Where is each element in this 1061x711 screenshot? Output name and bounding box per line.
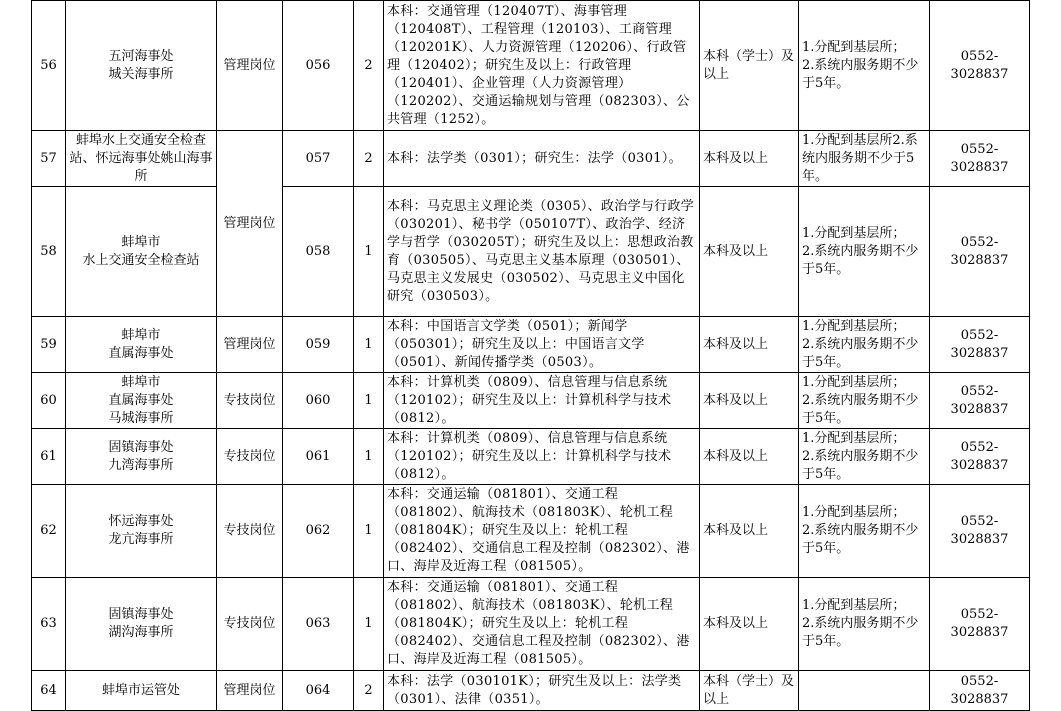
unit-cell: 五河海事处 城关海事所	[66, 1, 217, 131]
major-cell: 本科：交通管理（120407T）、海事管理（120408T）、工程管理（120103）、工商管理（120201K）、人力资源管理（120206）、行政管理（120402）；研究生及以上：行政管理（120401）、企业管理（人力资源管理）（120202）、交通运输规划与管理（082303）、公共管理（1252）。	[384, 1, 700, 131]
code-cell: 060	[283, 373, 354, 429]
count-cell: 1	[354, 485, 384, 578]
unit-cell: 蚌埠市运管处	[66, 671, 217, 711]
count-cell: 2	[354, 671, 384, 711]
code-cell: 064	[283, 671, 354, 711]
unit-cell: 蚌埠市 直属海事处	[66, 317, 217, 373]
table-row	[32, 373, 1030, 429]
seq-cell: 64	[32, 671, 66, 711]
post-cell: 专技岗位	[217, 485, 283, 578]
education-cell: 本科及以上	[700, 317, 799, 373]
count-cell: 1	[354, 429, 384, 485]
major-cell: 本科：交通运输（081801）、交通工程（081802）、航海技术（081803K）、轮机工程（081804K）；研究生及以上：轮机工程（082402）、交通信息工程及控制（082302）、港口、海岸及近海工程（081505）。	[384, 485, 700, 578]
phone-cell: 0552-3028837	[930, 671, 1030, 711]
unit-cell: 蚌埠市 水上交通安全检查站	[66, 187, 217, 317]
post-cell: 专技岗位	[217, 429, 283, 485]
education-cell: 本科及以上	[700, 187, 799, 317]
code-cell: 059	[283, 317, 354, 373]
table-row	[32, 1, 1030, 131]
count-cell: 2	[354, 1, 384, 131]
other-cell: 1.分配到基层所； 2.系统内服务期不少于5年。	[799, 485, 930, 578]
phone-cell: 0552-3028837	[930, 317, 1030, 373]
seq-cell: 58	[32, 187, 66, 317]
code-cell: 057	[283, 131, 354, 187]
post-cell: 管理岗位	[217, 131, 283, 317]
table-row	[32, 671, 1030, 711]
seq-cell: 59	[32, 317, 66, 373]
table-row	[32, 485, 1030, 578]
unit-cell: 怀远海事处 龙亢海事所	[66, 485, 217, 578]
other-cell: 1.分配到基层所； 2.系统内服务期不少于5年。	[799, 578, 930, 671]
major-cell: 本科：计算机类（0809）、信息管理与信息系统（120102）；研究生及以上：计算机科学与技术（0812）。	[384, 429, 700, 485]
unit-cell: 固镇海事处 湖沟海事所	[66, 578, 217, 671]
phone-cell: 0552-3028837	[930, 1, 1030, 131]
unit-cell: 蚌埠水上交通安全检查站、怀远海事处姚山海事所	[66, 131, 217, 187]
code-cell: 056	[283, 1, 354, 131]
other-cell: 1.分配到基层所； 2.系统内服务期不少于5年。	[799, 317, 930, 373]
other-cell: 1.分配到基层所； 2.系统内服务期不少于5年。	[799, 373, 930, 429]
other-cell	[799, 671, 930, 711]
seq-cell: 56	[32, 1, 66, 131]
seq-cell: 60	[32, 373, 66, 429]
post-cell: 管理岗位	[217, 671, 283, 711]
seq-cell: 61	[32, 429, 66, 485]
post-cell: 专技岗位	[217, 578, 283, 671]
education-cell: 本科及以上	[700, 578, 799, 671]
seq-cell: 62	[32, 485, 66, 578]
education-cell: 本科（学士）及以上	[700, 1, 799, 131]
education-cell: 本科及以上	[700, 131, 799, 187]
post-cell: 管理岗位	[217, 1, 283, 131]
table-row	[32, 317, 1030, 373]
other-cell: 1.分配到基层所2.系统内服务期不少于5年。	[799, 131, 930, 187]
table-row	[32, 187, 1030, 317]
major-cell: 本科：法学（030101K）；研究生及以上：法学类（0301）、法律（0351）。	[384, 671, 700, 711]
recruitment-table	[31, 0, 1030, 711]
count-cell: 1	[354, 578, 384, 671]
seq-cell: 57	[32, 131, 66, 187]
major-cell: 本科：马克思主义理论类（0305）、政治学与行政学（030201）、秘书学（050107T）、政治学、经济学与哲学（030205T）；研究生及以上：思想政治教育（030505）、马克思主义基本原理（030501）、马克思主义发展史（030502）、马克思主义中国化研究（030503）。	[384, 187, 700, 317]
phone-cell: 0552-3028837	[930, 187, 1030, 317]
table-row	[32, 131, 1030, 187]
post-cell: 专技岗位	[217, 373, 283, 429]
other-cell: 1.分配到基层所； 2.系统内服务期不少于5年。	[799, 187, 930, 317]
major-cell: 本科：计算机类（0809）、信息管理与信息系统（120102）；研究生及以上：计算机科学与技术（0812）。	[384, 373, 700, 429]
post-cell: 管理岗位	[217, 317, 283, 373]
phone-cell: 0552-3028837	[930, 429, 1030, 485]
code-cell: 063	[283, 578, 354, 671]
education-cell: 本科及以上	[700, 429, 799, 485]
count-cell: 1	[354, 187, 384, 317]
seq-cell: 63	[32, 578, 66, 671]
count-cell: 1	[354, 373, 384, 429]
code-cell: 062	[283, 485, 354, 578]
phone-cell: 0552-3028837	[930, 131, 1030, 187]
other-cell: 1.分配到基层所； 2.系统内服务期不少于5年。	[799, 429, 930, 485]
table-row	[32, 429, 1030, 485]
phone-cell: 0552-3028837	[930, 578, 1030, 671]
unit-cell: 蚌埠市 直属海事处 马城海事所	[66, 373, 217, 429]
education-cell: 本科（学士）及以上	[700, 671, 799, 711]
major-cell: 本科：中国语言文学类（0501）；新闻学（050301）；研究生及以上：中国语言文学（0501）、新闻传播学类（0503）。	[384, 317, 700, 373]
education-cell: 本科及以上	[700, 485, 799, 578]
count-cell: 1	[354, 317, 384, 373]
phone-cell: 0552-3028837	[930, 485, 1030, 578]
other-cell: 1.分配到基层所； 2.系统内服务期不少于5年。	[799, 1, 930, 131]
table-row	[32, 578, 1030, 671]
major-cell: 本科：法学类（0301）；研究生：法学（0301）。	[384, 131, 700, 187]
education-cell: 本科及以上	[700, 373, 799, 429]
count-cell: 2	[354, 131, 384, 187]
unit-cell: 固镇海事处 九湾海事所	[66, 429, 217, 485]
major-cell: 本科：交通运输（081801）、交通工程（081802）、航海技术（081803K）、轮机工程（081804K）；研究生及以上：轮机工程（082402）、交通信息工程及控制（082302）、港口、海岸及近海工程（081505）。	[384, 578, 700, 671]
code-cell: 058	[283, 187, 354, 317]
code-cell: 061	[283, 429, 354, 485]
phone-cell: 0552-3028837	[930, 373, 1030, 429]
